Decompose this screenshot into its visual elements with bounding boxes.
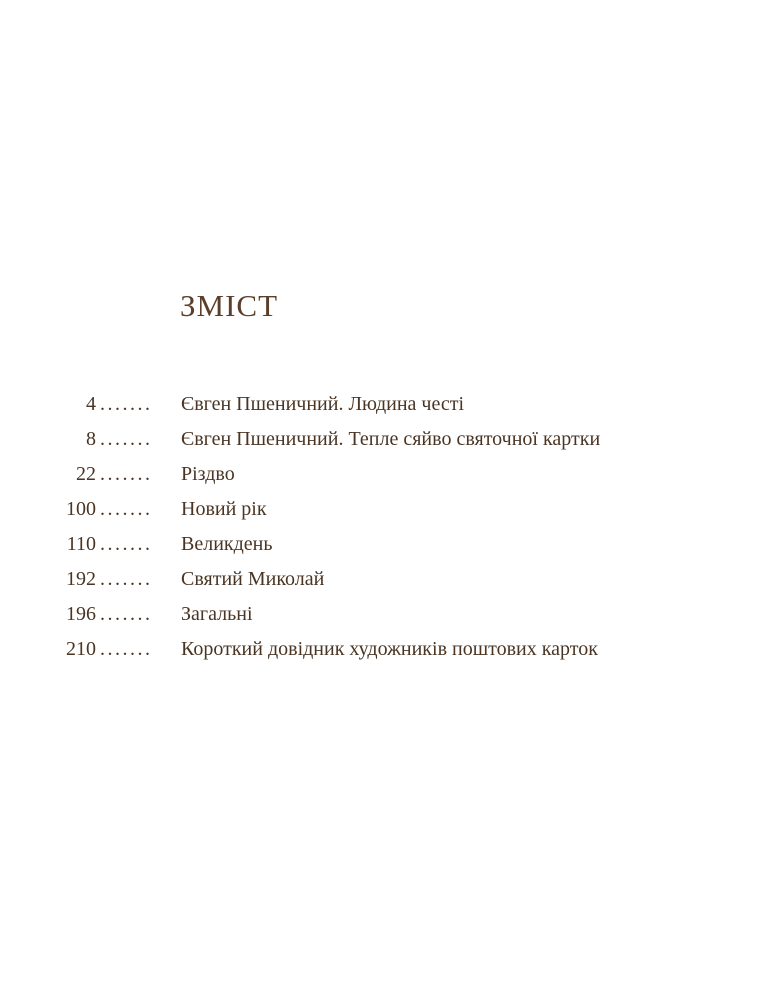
table-of-contents bbox=[0, 393, 780, 673]
toc-entry-title: Загальні bbox=[181, 603, 253, 625]
toc-entry-title: Євген Пшеничний. Тепле сяйво святочної картки bbox=[181, 428, 601, 450]
toc-entry-title: Короткий довідник художників поштових карток bbox=[181, 638, 598, 660]
toc-entry bbox=[0, 428, 780, 463]
toc-entry bbox=[0, 638, 780, 673]
toc-entry bbox=[0, 603, 780, 638]
toc-leader-dots: ....... bbox=[100, 393, 153, 415]
toc-entry bbox=[0, 463, 780, 498]
toc-page-number: 100 bbox=[66, 498, 96, 520]
toc-page-number: 210 bbox=[66, 638, 96, 660]
toc-page-number: 8 bbox=[86, 428, 96, 450]
toc-leader-dots: ....... bbox=[100, 428, 153, 450]
toc-entry bbox=[0, 568, 780, 603]
toc-leader-dots: ....... bbox=[100, 603, 153, 625]
toc-leader-dots: ....... bbox=[100, 498, 153, 520]
toc-page-number: 22 bbox=[76, 463, 96, 485]
toc-entry-title: Великдень bbox=[181, 533, 273, 555]
toc-entry-title: Різдво bbox=[181, 463, 235, 485]
toc-page-number: 192 bbox=[66, 568, 96, 590]
toc-entry bbox=[0, 393, 780, 428]
toc-entry bbox=[0, 498, 780, 533]
toc-leader-dots: ....... bbox=[100, 463, 153, 485]
page-title: ЗМІСТ bbox=[180, 288, 279, 323]
toc-page-number: 196 bbox=[66, 603, 96, 625]
toc-page-number: 4 bbox=[86, 393, 96, 415]
toc-entry bbox=[0, 533, 780, 568]
toc-leader-dots: ....... bbox=[100, 638, 153, 660]
toc-entry-title: Святий Миколай bbox=[181, 568, 325, 590]
toc-entry-title: Новий рік bbox=[181, 498, 267, 520]
toc-page-number: 110 bbox=[66, 533, 96, 555]
toc-leader-dots: ....... bbox=[100, 533, 153, 555]
toc-entry-title: Євген Пшеничний. Людина честі bbox=[181, 393, 465, 415]
toc-leader-dots: ....... bbox=[100, 568, 153, 590]
